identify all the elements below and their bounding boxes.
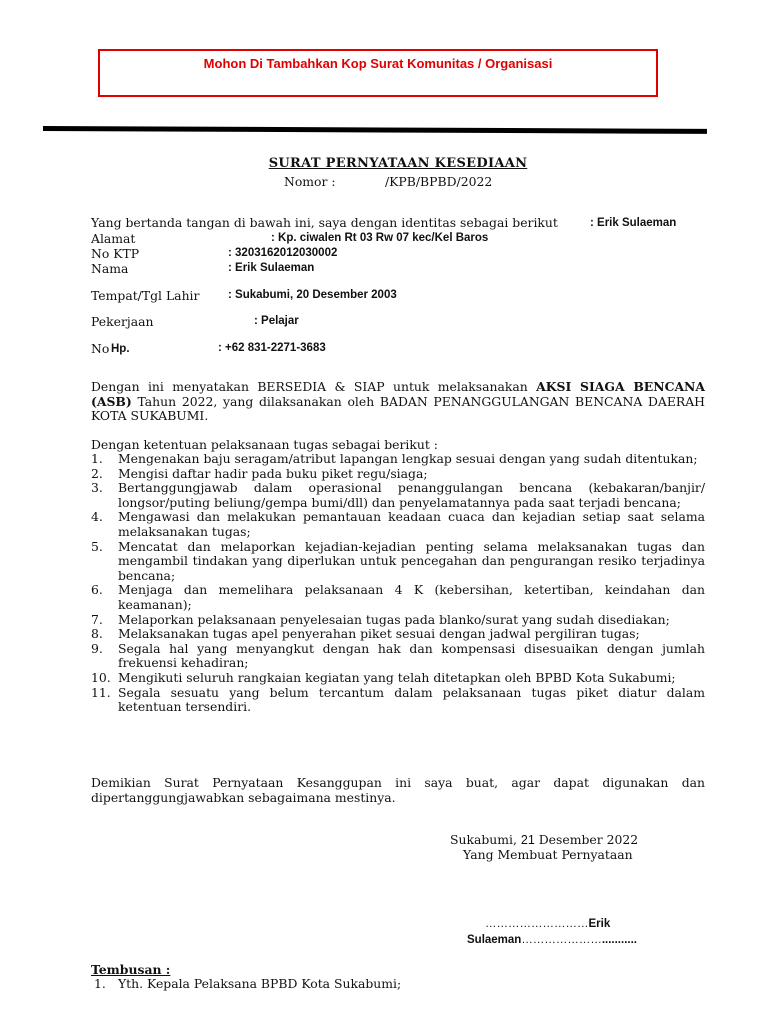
nomor-label: Nomor : — [284, 174, 336, 189]
tembusan-label: Tembusan : — [91, 962, 171, 977]
tembusan-item-text: Yth. Kepala Pelaksana BPBD Kota Sukabumi; — [118, 976, 402, 991]
list-item-text: Segala hal yang menyangkut dengan hak dan kompensasi disesuaikan dengan jumlah frekuensi kehadiran; — [118, 640, 705, 671]
intro-text: Yang bertanda tangan di bawah ini, saya dengan identitas sebagai berikut — [91, 215, 558, 230]
list-item-number: 7. — [91, 611, 103, 627]
list-item — [91, 510, 705, 539]
list-item-number: 4. — [91, 509, 103, 525]
list-item-text: Mengikuti seluruh rangkaian kegiatan yang telah ditetapkan oleh BPBD Kota Sukabumi; — [118, 669, 676, 685]
list-item — [91, 686, 705, 715]
list-item — [91, 583, 705, 612]
list-item-number: 10. — [91, 669, 111, 685]
field-value-ttl: : Sukabumi, 20 Desember 2003 — [228, 289, 397, 301]
signature-line-1 — [485, 918, 610, 930]
signature-role: Yang Membuat Pernyataan — [463, 847, 633, 862]
list-item-text: Menjaga dan memelihara pelaksanaan 4 K (kebersihan, ketertiban, keindahan dan keamanan); — [118, 582, 705, 612]
list-item-number: 2. — [91, 465, 103, 481]
statement-post: Tahun 2022, yang dilaksanakan oleh BADAN PENANGGULANGAN BENCANA DAERAH KOTA SUKABUMI. — [91, 393, 705, 424]
letterhead-placeholder-text: Mohon Di Tambahkan Kop Surat Komunitas / Organisasi — [203, 56, 553, 71]
field-value-nama: : Erik Sulaeman — [228, 262, 315, 274]
list-item-text: Melaporkan pelaksanaan penyelesaian tugas pada blanko/surat yang sudah disediakan; — [118, 611, 670, 627]
list-item — [91, 613, 705, 628]
field-label-nama: Nama — [91, 261, 129, 276]
list-item-number: 9. — [91, 640, 103, 656]
list-item — [91, 540, 705, 584]
list-item-text: Mengawasi dan melakukan pemantauan keadaan cuaca dan kejadian setiap saat selama melaksanakan tugas; — [118, 509, 705, 539]
list-item-text: Mengisi daftar hadir pada buku piket regu/siaga; — [118, 465, 428, 481]
statement-pre: Dengan ini menyatakan BERSEDIA & SIAP untuk melaksanakan — [91, 379, 537, 394]
field-label-hp-suffix: Hp. — [111, 343, 130, 355]
field-label-ktp: No KTP — [91, 246, 140, 261]
statement-paragraph — [91, 380, 705, 424]
list-item-text: Segala sesuatu yang belum tercantum dalam pelaksanaan tugas piket diatur dalam ketentuan tersendiri. — [118, 684, 705, 715]
field-label-alamat: Alamat — [91, 231, 136, 246]
letterhead-divider — [43, 126, 707, 134]
list-item-text: Melaksanakan tugas apel penyerahan piket sesuai dengan jadwal pergiliran tugas; — [118, 626, 640, 642]
field-label-hp: No — [91, 341, 110, 356]
list-item — [91, 627, 705, 642]
statement-bold: AKSI SIAGA BENCANA (ASB) — [91, 379, 705, 409]
list-item-number: 5. — [91, 538, 103, 554]
nomor-value: /KPB/BPBD/2022 — [385, 174, 493, 189]
list-item — [91, 671, 705, 686]
field-value-ktp: : 3203162012030002 — [228, 247, 338, 259]
ketentuan-list — [91, 452, 705, 715]
signature-month-year: Desember 2022 — [538, 832, 639, 847]
signature-dots: ……………………… — [485, 918, 589, 930]
list-item-number: 11. — [91, 684, 111, 700]
list-item — [91, 467, 705, 482]
field-value-alamat: : Kp. ciwalen Rt 03 Rw 07 kec/Kel Baros — [271, 232, 489, 244]
signature-day: 21 — [520, 833, 535, 847]
signature-name-last: Sulaeman — [467, 934, 522, 946]
list-item — [91, 642, 705, 671]
signature-place-date — [450, 832, 638, 847]
field-value-pekerjaan: : Pelajar — [254, 315, 299, 327]
signature-place: Sukabumi, — [450, 832, 517, 847]
signature-line-2 — [467, 934, 637, 946]
field-value-hp: : +62 831-2271-3683 — [218, 342, 326, 354]
signature-dots: ........... — [601, 934, 637, 946]
tembusan-item — [91, 976, 401, 991]
list-item-text: Mengenakan baju seragam/atribut lapangan lengkap sesuai dengan yang sudah ditentukan; — [118, 451, 698, 466]
list-item-number: 8. — [91, 626, 103, 642]
list-item — [91, 452, 705, 467]
list-item-number: 6. — [91, 582, 103, 598]
list-item-number: 1. — [91, 451, 103, 466]
list-item-text: Mencatat dan melaporkan kejadian-kejadian penting selama melaksanakan tugas dan mengambil tindakan yang diperlukan untuk pencegahan dan pengurangan resiko terjadinya bencana; — [118, 538, 705, 583]
field-label-ttl: Tempat/Tgl Lahir — [91, 288, 200, 303]
signature-name-first: Erik — [588, 918, 611, 930]
signature-dots: ………………… — [521, 934, 602, 946]
closing-paragraph: Demikian Surat Pernyataan Kesanggupan ini saya buat, agar dapat digunakan dan dipertanggungjawabkan sebagaimana mestinya. — [91, 775, 705, 805]
letterhead-placeholder-box — [98, 49, 658, 97]
list-item-text: Bertanggungjawab dalam operasional penanggulangan bencana (kebakaran/banjir/ longsor/puting beliung/gempa bumi/dll) dan penyelamatannya pada saat terjadi bencana; — [118, 480, 705, 510]
intro-name: : Erik Sulaeman — [590, 217, 677, 229]
list-item-number: 3. — [91, 480, 103, 496]
ketentuan-intro: Dengan ketentuan pelaksanaan tugas sebagai berikut : — [91, 437, 438, 452]
field-label-pekerjaan: Pekerjaan — [91, 314, 154, 329]
list-item — [91, 481, 705, 510]
document-title: SURAT PERNYATAAN KESEDIAAN — [268, 156, 528, 171]
tembusan-item-number: 1. — [94, 976, 106, 991]
